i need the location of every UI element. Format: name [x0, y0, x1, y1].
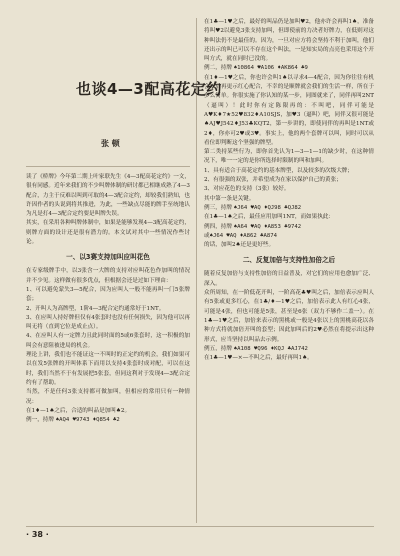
hand-holding: ♠AQ4 ♥9743 ♦Q854 ♣2: [55, 417, 120, 424]
example-label: 例二，持牌: [204, 65, 232, 72]
article-author: 张 顿: [101, 139, 120, 148]
body-paragraph: 1、可以避免蒙失3—5配合，因为应叫人一般不能再叫一门5张牌套；: [26, 286, 190, 303]
body-paragraph: 在1♣—1♠之后，最佳应用加叫1NT，而如果执此：: [204, 214, 335, 221]
example-label: 例三，持牌: [204, 204, 232, 211]
hand-holding: ♠A64 ♥AQ ♦A853 ♣9742: [233, 223, 302, 230]
example-label: 例四，持牌: [204, 223, 232, 230]
hand-holding-alt: 或♠J64 ♥AQ ♦A862 ♣A874: [204, 232, 277, 239]
example-3: [204, 204, 374, 213]
right-column: [204, 18, 374, 363]
article-title: 也谈4—3配高花定约: [76, 80, 222, 98]
reason-item: 3、对应花色的支持（3张）较好。: [204, 186, 290, 193]
reason-item: 2、有很强的双张，并希望成为在家以保护自己的黄张；: [204, 177, 342, 184]
example-5: [204, 345, 374, 354]
note: 其中第一条是关键。: [204, 195, 255, 202]
intro-paragraph-1: 读了《桥牌》今年第二期上叶家联先生《4—3配高花定约》一文，很有同感。近年来我们的不少叫牌体制的研讨都已相继成熟了4—3配合，力主于反难以叫到可取的4—3配合定约，却较我们熟知，也许因作者的头说到将其推进，为此，一些缺点尽能的牌手至统地认为凡是打4—3配合定约要是叫牌失误。: [26, 174, 190, 218]
bottom-rule: [26, 526, 374, 527]
example-2: [204, 64, 374, 73]
body-paragraph: 在1♦—1♥之后，你也许会叫1♠以寻求4—4配合，因为你往往有机会以后再更示红心配合，不幸的是顺牌就会我们的生活一样，所在于多么简单。你很实施了你认知的某一步，同图就来了，同伴再叫2NT（逼叫）！此时你有定陈限再的：不叫吧，同伴可能是A♥K♦7★52♥832♦A10SJS，加♥3（逼叫）吧，同伴又很可能是♠AJ♥J542♦J53♣KQT2，第一步讲的，即使同伴的再叫是1NT或2♦，你亦可2♥或3♥。事实上，他的两个套牌可以叫，同时可以从看位即判断这个坚强的牌型。: [204, 74, 374, 146]
body-paragraph: 在1♣—1♥—×—不叫之后，最好再叫1♠。: [204, 355, 313, 362]
example-label: 例一，持牌: [26, 417, 54, 424]
body-paragraph: 3、在应叫人持好牌但仅有4张套时也没有任何损失，因为他可以再叫无将（直到它位是成止点）。: [26, 314, 190, 331]
body-paragraph: 2、开叫人为高牌型，1阶4—3配合定约通常好于1NT。: [26, 305, 165, 312]
body-paragraph: 随着反复加倍与支持性加倍的日益普及，对它们的应用也愈加广泛、深入。: [204, 271, 374, 287]
hand-holding: ♠10864 ♥A106 ♦AK864 ♣9: [233, 65, 308, 72]
reason-item: 1、具有适合于高花定约的基本牌型，以及较多的次级大牌；: [204, 167, 353, 174]
hand-holding: ♠J64 ♥AQ ♦QJ98 ♣QJ82: [233, 204, 302, 211]
body-paragraph: 在专家级牌手中，以3张含一大牌的支持对应叫花色作加叫的情况并不少见。这样做有很多优点，但根据会还是过如下理由：: [26, 268, 190, 284]
body-paragraph: 众所周知，在一阶低花开叫，一阶高花♣♥叫之后，加倍表示应叫人有5张或更多红心，在1♣/♦—1♥之后，加倍表示此人有红心4张，可能是4张，但也可能是5张，甚至是6张（双力不够作二盖一）。在1♣—1♥之后，加倍来表示的黑桃或一般是4张以上的黑桃高花以各种方式将就加倍开叫的套型；因此加叫后的2♥必然在将提示出这种形式，应当坚持以叫品去示例。: [204, 290, 374, 343]
intro-paragraph-2: 其实，在采用各种叫牌体制中，如果是能够发现4—3配高花定约，则牌方面的设计还是很有潜力的。本文试对其中一些情况作些讨论。: [26, 220, 190, 246]
section-heading-1: 一、以3赛支持加叫应叫花色: [66, 253, 150, 262]
body-paragraph: 在1♣—1♥之后，最好的叫品仍是加叫♥2，他亦许会再叫1♠，准备将叫♥2以避免3张支持加叫，但即使前的力决者好牌力，在低则对这种叫法仍不是最佳的。因为，一旦对应方将会坚持不利于加叫，他们还出示的叫已可以不存在这个叫法，一是知实局的点亮也采用这个开叫方式，就在同时已没的。: [204, 19, 374, 63]
bid-sequence: 在1♦—1♠之后，合适的叫品是加叫♠2。: [26, 407, 131, 414]
section-heading-2: 二、反复加倍与支持性加倍之后: [242, 256, 336, 265]
example-label: 例五，持牌: [204, 345, 232, 352]
title-rule: [26, 166, 190, 167]
body-paragraph: 理论上讲，我们也不能证这一不叫时的正定约的机会，我们如果可以在发5张牌的开叫体系下而用以支持4张套时成对配，可以在这时，我们当然不于有发展把5张套，但同这利对于发现4—3配合定约有了帮助。: [26, 352, 190, 386]
body-paragraph: 的话，加叫2♠还是更好些。: [204, 242, 275, 249]
body-paragraph: 第二类持某些行为，即你首先认为1—3—1—1的缺少时，在这种情况下，唯一一定的是你所选择时限制的叫和加叫。: [204, 149, 374, 165]
body-paragraph: 4、在应叫人有一定牌力且此同时面的5或6张套时，这一积极的加叫会有意阻被进局的机会。: [26, 333, 190, 349]
hand-holding: ♠A108 ♥Q96 ♦KQJ ♣AJ742: [233, 345, 308, 352]
example-4: [204, 223, 374, 232]
example-1: [26, 416, 190, 425]
page-number: · 38 ·: [26, 530, 49, 539]
deal-intro: 当然，不是任何3张支持都可做加叫，但相应的常用只有一种情况：: [26, 389, 190, 405]
